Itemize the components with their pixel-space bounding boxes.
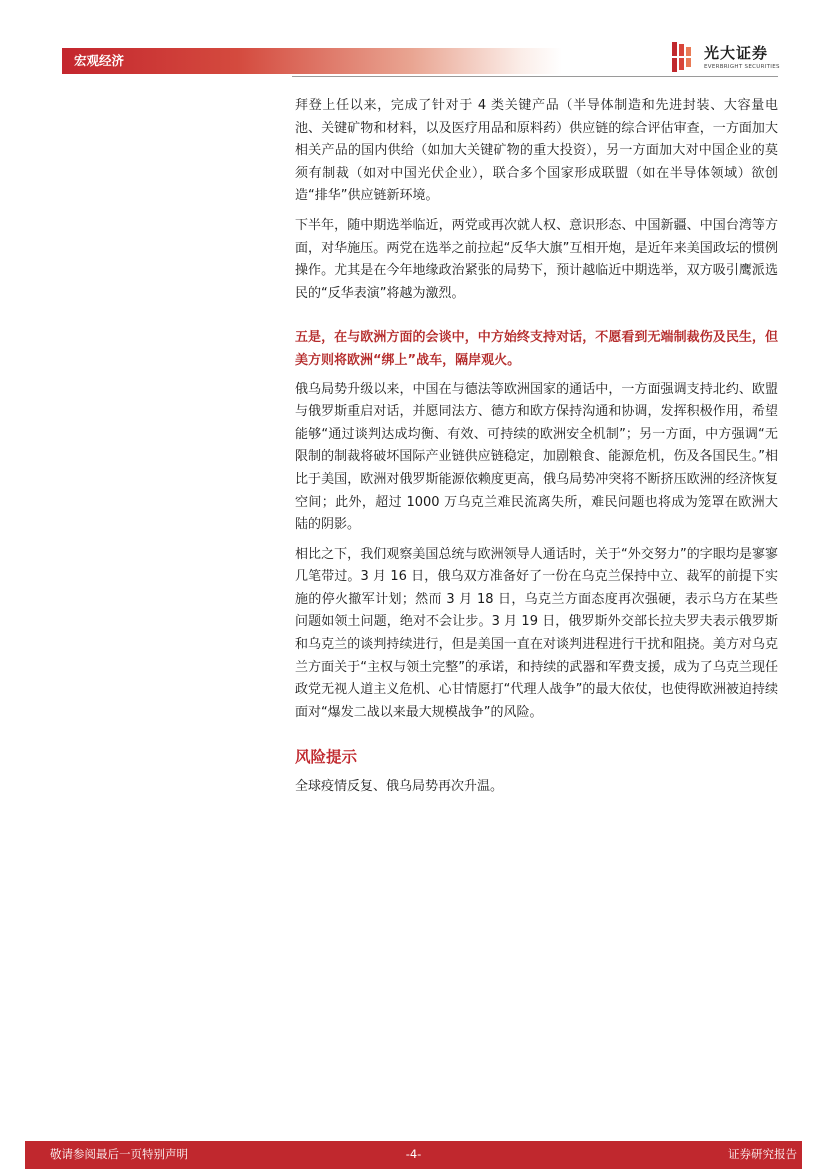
section-heading: 五是，在与欧洲方面的会谈中，中方始终支持对话，不愿看到无端制裁伤及民生，但美方则将欧洲“绑上”战车，隔岸观火。 — [295, 330, 778, 368]
risk-title: 风险提示 — [295, 748, 358, 767]
header-divider — [292, 76, 778, 77]
footer-report-type: 证券研究报告 — [728, 1147, 797, 1161]
everbright-logo-icon — [672, 42, 694, 72]
logo-text-en: EVERBRIGHT SECURITIES — [704, 64, 780, 70]
paragraph: 俄乌局势升级以来，中国在与德法等欧洲国家的通话中，一方面强调支持北约、欧盟与俄罗斯重启对话，并愿同法方、德方和欧方保持沟通和协调，发挥积极作用，希望能够“通过谈判达成均衡、有效、可持续的欧洲安全机制”；另一方面，中方强调“无限制的制裁将破坏国际产业链供应链稳定，加剧粮食、能源危机，伤及各国民生。”相比于美国，欧洲对俄罗斯能源依赖度更高，俄乌局势冲突将不断挤压欧洲的经济恢复空间；此外，超过 1000 万乌克兰难民流离失所，难民问题也将成为笼罩在欧洲大陆的阴影。 — [295, 381, 778, 533]
paragraph: 拜登上任以来，完成了针对于 4 类关键产品（半导体制造和先进封装、大容量电池、关键矿物和材料，以及医疗用品和原料药）供应链的综合评估审查，一方面加大相关产品的国内供给（如加大关键矿物的重大投资），另一方面加大对中国企业的莫须有制裁（如对中国光伏企业），联合多个国家形成联盟（如在半导体领域）欲创造“排华”供应链新环境。 — [295, 98, 778, 204]
page-number: -4- — [405, 1147, 422, 1161]
logo-text-cn: 光大证券 — [704, 44, 769, 62]
section-label: 宏观经济 — [74, 53, 125, 68]
footer-disclaimer-note: 敬请参阅最后一页特别声明 — [50, 1147, 188, 1161]
main-content — [295, 95, 778, 799]
header-band — [62, 48, 562, 74]
paragraph: 相比之下，我们观察美国总统与欧洲领导人通话时，关于“外交努力”的字眼均是寥寥几笔带过。3 月 16 日，俄乌双方准备好了一份在乌克兰保持中立、裁军的前提下实施的停火撤军计划；然而 3 月 18 日，乌克兰方面态度再次强硬，表示乌方在某些问题如领土问题，绝对不会让步。3 月 19 日，俄罗斯外交部长拉夫罗夫表示俄罗斯和乌克兰的谈判持续进行，但是美国一直在对谈判进程进行干扰和阻挠。美方对乌克兰方面关于“主权与领土完整”的承诺，和持续的武器和军费支援，成为了乌克兰现任政党无视人道主义危机、心甘情愿打“代理人战争”的最大依仗，也使得欧洲被迫持续面对“爆发二战以来最大规模战争”的风险。 — [295, 546, 778, 720]
paragraph: 下半年，随中期选举临近，两党或再次就人权、意识形态、中国新疆、中国台湾等方面，对华施压。两党在选举之前拉起“反华大旗”互相开炮，是近年来美国政坛的惯例操作。尤其是在今年地缘政治紧张的局势下，预计越临近中期选举，双方吸引鹰派选民的“反华表演”将越为激烈。 — [295, 217, 778, 301]
risk-text: 全球疫情反复、俄乌局势再次升温。 — [295, 779, 504, 795]
